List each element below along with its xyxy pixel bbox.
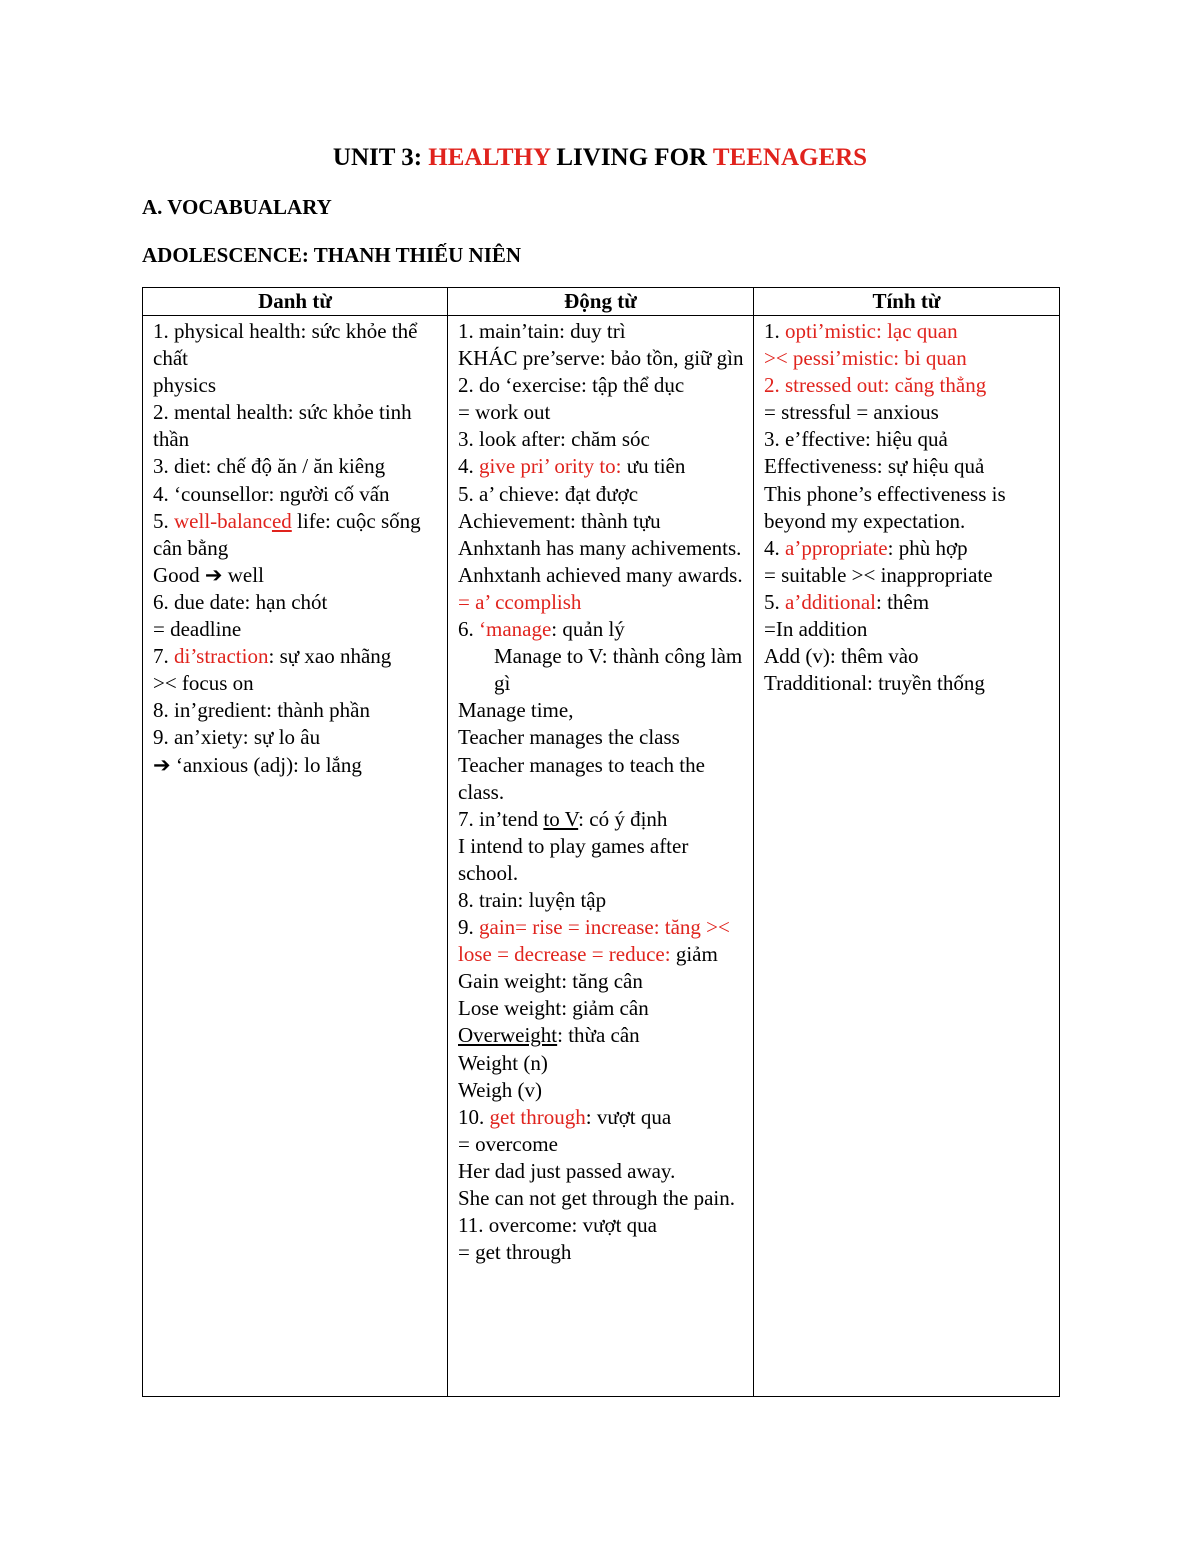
list-item: I intend to play games after school.: [458, 833, 689, 885]
page-title: [0, 142, 1200, 174]
vocabulary-table: [142, 287, 1060, 1397]
list-item: 8. in’gredient: thành phần: [153, 698, 370, 723]
list-item: 9. an’xiety: sự lo âu: [153, 725, 321, 750]
list-item: Manage time,: [458, 698, 574, 723]
list-item: 3. look after: chăm sóc: [458, 427, 650, 452]
header-nouns: Danh từ: [143, 288, 448, 316]
list-item: 3. e’ffective: hiệu quả: [764, 427, 948, 452]
list-item: 3. diet: chế độ ăn / ăn kiêng: [153, 454, 386, 479]
list-item: Teacher manages to teach the class.: [458, 752, 705, 804]
list-item: 1. main’tain: duy trì: [458, 319, 626, 343]
list-item: physics: [153, 373, 216, 398]
adjectives-cell: [754, 316, 1060, 1397]
list-item: 5. a’ chieve: đạt được: [458, 481, 639, 506]
list-item: Weight (n): [458, 1050, 548, 1075]
list-item: Anhxtanh has many achivements.: [458, 535, 742, 560]
list-item: Good ➔ well: [153, 562, 264, 587]
list-item: Weigh (v): [458, 1077, 543, 1102]
list-item: =In addition: [764, 617, 868, 642]
list-item: = suitable >< inappropriate: [764, 562, 993, 587]
list-item: This phone’s effectiveness is beyond my expectation.: [764, 481, 1006, 533]
list-item: Tradditional: truyền thống: [764, 671, 985, 696]
list-item: = stressful = anxious: [764, 400, 939, 425]
list-item: >< pessi’mistic: bi quan: [764, 346, 967, 371]
header-verbs: Động từ: [448, 288, 754, 316]
list-item: Lose weight: giảm cân: [458, 996, 649, 1021]
list-item: Effectiveness: sự hiệu quả: [764, 454, 985, 479]
list-item: >< focus on: [153, 671, 254, 696]
list-item: = get through: [458, 1240, 572, 1265]
list-item: Her dad just passed away.: [458, 1158, 676, 1183]
list-item: Gain weight: tăng cân: [458, 969, 643, 994]
list-item: 5. a’dditional: thêm: [764, 589, 930, 614]
list-item: 4. ‘counsellor: người cố vấn: [153, 481, 390, 506]
list-item: 7. di’straction: sự xao nhãng: [153, 644, 392, 669]
list-item: 1. physical health: sức khỏe thể chất: [153, 319, 418, 371]
section-heading-adolescence: ADOLESCENCE: THANH THIẾU NIÊN: [142, 243, 522, 267]
list-item: 11. overcome: vượt qua: [458, 1213, 657, 1238]
list-item: 7. in’tend to V: có ý định: [458, 806, 668, 831]
title-healthy: HEALTHY: [428, 144, 551, 171]
list-item: = deadline: [153, 617, 242, 642]
list-item: Overweight: thừa cân: [458, 1023, 640, 1048]
title-teenagers: TEENAGERS: [712, 144, 868, 171]
list-item: 2. do ‘exercise: tập thể dục: [458, 373, 685, 398]
list-item: = a’ ccomplish: [458, 589, 582, 614]
list-item: = work out: [458, 400, 551, 425]
verbs-cell: [448, 316, 754, 1397]
table-header-row: [143, 288, 1060, 316]
list-item: 6. due date: hạn chót: [153, 589, 328, 614]
list-item: 9. gain= rise = increase: tăng >< lose = decrease = reduce: giảm: [458, 915, 730, 967]
list-item: KHÁC pre’serve: bảo tồn, giữ gìn: [458, 346, 744, 371]
list-item: 5. well-balanced life: cuộc sống cân bằng: [153, 508, 421, 560]
section-heading-vocabulary: A. VOCABUALARY: [142, 195, 332, 219]
list-item: Teacher manages the class: [458, 725, 680, 750]
list-item: ➔ ‘anxious (adj): lo lắng: [153, 752, 362, 777]
list-item: = overcome: [458, 1131, 558, 1156]
title-living-for: LIVING FOR: [550, 144, 713, 171]
list-item: 2. mental health: sức khỏe tinh thần: [153, 400, 412, 452]
list-item: Manage to V: thành công làm gì: [494, 644, 743, 696]
header-adjectives: Tính từ: [754, 288, 1060, 316]
list-item: 4. give pri’ ority to: ưu tiên: [458, 454, 686, 479]
list-item: 4. a’ppropriate: phù hợp: [764, 535, 968, 560]
list-item: Achievement: thành tựu: [458, 508, 661, 533]
list-item: 2. stressed out: căng thẳng: [764, 373, 987, 398]
title-unit: UNIT 3:: [332, 144, 429, 171]
table-row: [143, 316, 1060, 1397]
list-item: 6. ‘manage: quản lý: [458, 617, 625, 642]
list-item: 10. get through: vượt qua: [458, 1104, 672, 1129]
list-item: Add (v): thêm vào: [764, 644, 919, 669]
list-item: 8. train: luyện tập: [458, 887, 607, 912]
list-item: Anhxtanh achieved many awards.: [458, 562, 743, 587]
list-item: She can not get through the pain.: [458, 1186, 736, 1210]
nouns-cell: [143, 316, 448, 1397]
list-item: 1. opti’mistic: lạc quan: [764, 319, 958, 343]
